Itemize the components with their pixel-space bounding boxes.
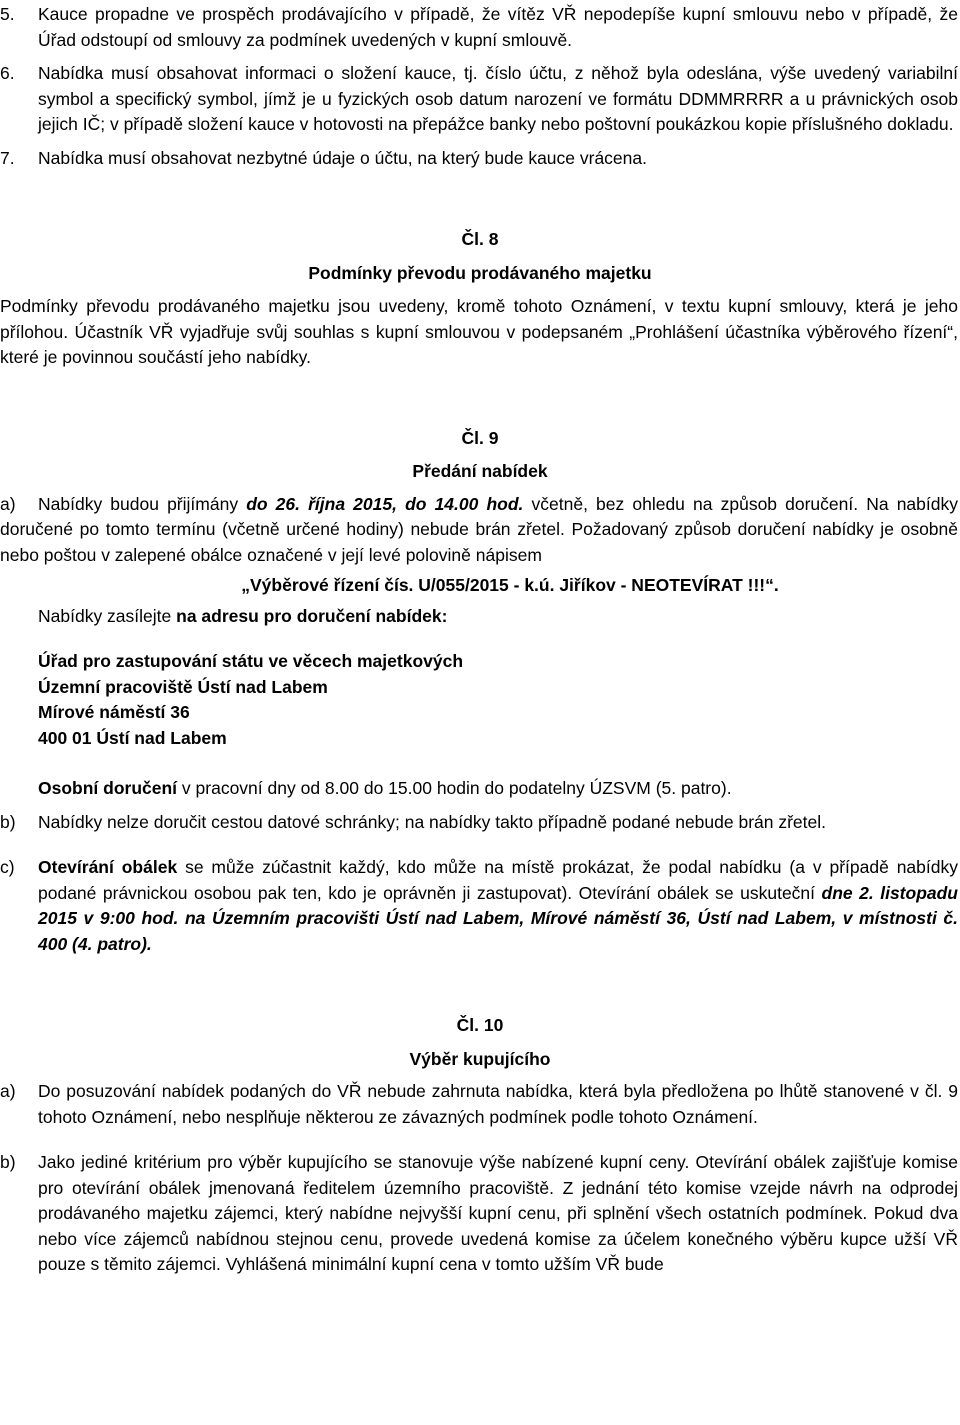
list-number: 5. <box>0 4 15 24</box>
article-9-heading: Čl. 9 <box>461 427 499 448</box>
list-number: 6. <box>0 63 15 83</box>
opening-text: se může zúčastnit každý, kdo může na místě prokázat, že podal nabídku (a v případě nabídky podané právnickou osobou pak ten, kdo je oprávněn ji zastupovat). Otevírání obálek se uskuteční <box>38 857 958 903</box>
send-bold: na adresu pro doručení nabídek: <box>176 605 448 626</box>
address-line-office: Úřad pro zastupování státu ve věcech majetkových <box>38 651 464 671</box>
article-8-body: Podmínky převodu prodávaného majetku jsou uvedeny, kromě tohoto Oznámení, v textu kupní smlouvy, která je jeho přílohou. Účastník VŘ vyjadřuje svůj souhlas s kupní smlouvou v podepsaném „Prohlášení účastníka výběrového řízení“, které je povinnou součástí jeho nabídky. <box>0 296 958 367</box>
article-10-item-a <box>0 1079 960 1130</box>
list-text: Kauce propadne ve prospěch prodávajícího v případě, že vítěz VŘ nepodepíše kupní smlouvu nebo v případě, že Úřad odstoupí od smlouvy za podmínek uvedených v kupní smlouvě. <box>38 4 958 50</box>
send-pre: Nabídky zasílejte <box>38 605 177 626</box>
list-text: Nabídka musí obsahovat informaci o složení kauce, tj. číslo účtu, z něhož byla odeslána, výše uvedený variabilní symbol a specifický symbol, jímž je u fyzických osob datum narození ve formátu DDMMRRRR a u právnických osob jejich IČ; v případě složení kauce v hotovosti na přepážce banky nebo poštovní poukázkou kopie příslušného dokladu. <box>38 63 958 134</box>
personal-delivery-label: Osobní doručení <box>38 778 178 798</box>
item-label: b) <box>0 1152 16 1172</box>
opening-label: Otevírání obálek <box>38 857 178 877</box>
item-text-post: včetně, bez ohledu na způsob doručení. Na nabídky doručené po tomto termínu (včetně určené hodiny) nebude brán zřetel. Požadovaný způsob doručení nabídky je osobně nebo poštou v zalepené obálce označené v její levé polovině nápisem <box>0 493 958 565</box>
send-instruction <box>0 604 960 630</box>
deadline-date: do 26. října 2015, do 14.00 hod. <box>246 493 524 514</box>
item-text <box>38 855 958 957</box>
opening-date-place: dne 2. listopadu 2015 v 9:00 hod. na Územním pracovišti Ústí nad Labem, Mírové náměstí 36, Ústí nad Labem, v místnosti č. 400 (4. patro). <box>38 882 958 954</box>
item-label: b) <box>0 811 16 832</box>
personal-delivery-text: v pracovní dny od 8.00 do 15.00 hodin do podatelny ÚZSVM (5. patro). <box>177 778 732 798</box>
list-number: 7. <box>0 147 15 168</box>
envelope-label: „Výběrové řízení čís. U/055/2015 - k.ú. Jiříkov - NEOTEVÍRAT !!!“. <box>241 575 779 595</box>
address-line-branch: Územní pracoviště Ústí nad Labem <box>38 676 328 697</box>
article-8-title: Podmínky převodu prodávaného majetku <box>308 262 652 283</box>
article-10-heading: Čl. 10 <box>456 1015 504 1035</box>
personal-delivery <box>0 776 960 802</box>
article-10-item-b <box>0 1150 960 1278</box>
article-9-title: Předání nabídek <box>412 461 548 481</box>
list-item-7 <box>0 146 960 172</box>
address-line-street: Mírové náměstí 36 <box>38 702 190 722</box>
item-text: Do posuzování nabídek podaných do VŘ nebude zahrnuta nabídka, která byla předložena po lhůtě stanovené v čl. 9 tohoto Oznámení, nebo nesplňuje některou ze závazných podmínek podle tohoto Oznámení. <box>38 1081 958 1127</box>
article-8-heading: Čl. 8 <box>461 229 499 249</box>
item-text: Jako jediné kritérium pro výběr kupujícího se stanovuje výše nabízené kupní ceny. Otevírání obálek zajišťuje komise pro otevírání obálek jmenovaná ředitelem územního pracoviště. Z jednání této komise vzejde návrh na odprodej prodávaného majetku zájemci, který nabídne nejvyšší kupní cenu, při splnění všech ostatních podmínek. Pokud dva nebo více zájemců nabídnou stejnou cenu, provede uvedená komise za účelem konečného výběru kupce užší VŘ pouze s těmito zájemci. Vyhlášená minimální kupní cena v tomto užším VŘ bude <box>38 1152 958 1274</box>
list-item-5 <box>0 2 960 53</box>
item-label: a) <box>0 493 16 514</box>
delivery-address <box>0 649 960 751</box>
article-9-item-b <box>0 810 960 836</box>
item-label: c) <box>0 857 15 877</box>
article-9-item-c <box>0 855 960 957</box>
article-9-item-a <box>0 492 960 569</box>
document-page <box>0 2 960 1278</box>
address-line-city: 400 01 Ústí nad Labem <box>38 727 227 748</box>
item-text-pre: Nabídky budou přijímány <box>38 493 247 514</box>
list-text: Nabídka musí obsahovat nezbytné údaje o účtu, na který bude kauce vrácena. <box>38 147 647 168</box>
article-10-title: Výběr kupujícího <box>409 1048 551 1069</box>
item-label: a) <box>0 1081 16 1101</box>
list-item-6 <box>0 61 960 138</box>
item-text: Nabídky nelze doručit cestou datové schránky; na nabídky takto případně podané nebude brán zřetel. <box>38 811 827 832</box>
